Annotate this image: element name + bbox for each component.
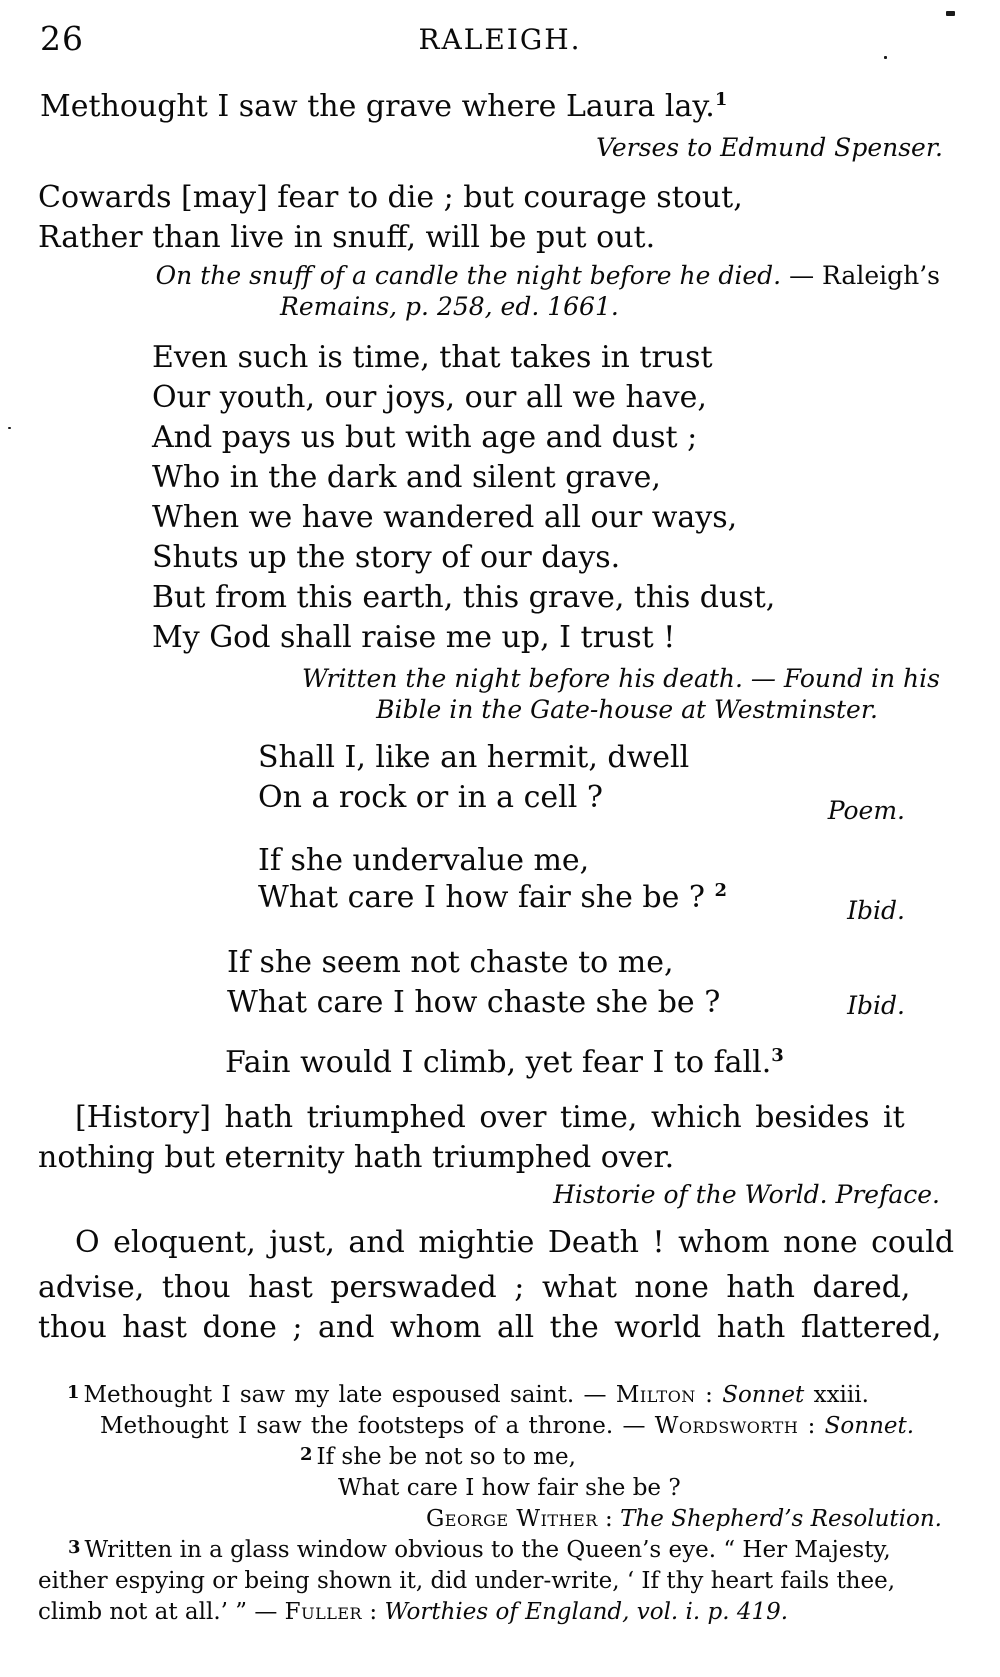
attribution: Verses to Edmund Spenser.	[596, 133, 943, 162]
scan-speck	[884, 56, 887, 59]
scan-speck	[946, 11, 955, 16]
attribution: Written the night before his death. — Found in his	[301, 664, 940, 693]
footnote-line	[426, 1506, 942, 1532]
quote-text: Fain would I climb, yet fear I to fall.	[225, 1045, 772, 1080]
quote-line	[225, 1046, 784, 1081]
footnote-work: Sonnet	[722, 1382, 805, 1408]
footnote-marker: 3	[68, 1536, 81, 1558]
attribution-author: — Raleigh’s	[781, 261, 940, 290]
footnote-marker: 1	[67, 1381, 80, 1403]
footnote-text: climb not at all.’ ” —	[38, 1599, 285, 1625]
poem-line: Our youth, our joys, our all we have,	[152, 380, 707, 415]
footnote-text: Methought I saw my late espoused saint. —	[83, 1382, 616, 1408]
footnote-work: Sonnet.	[824, 1413, 915, 1439]
scan-speck	[8, 427, 11, 429]
footnote-work: Worthies of England, vol. i. p. 419.	[384, 1599, 789, 1625]
quote-line: Cowards [may] fear to die ; but courage stout,	[38, 180, 743, 215]
footnote-author: George Wither	[425, 1506, 598, 1532]
footnote-line: What care I how fair she be ?	[338, 1475, 681, 1501]
footnote-text: :	[362, 1599, 385, 1625]
footnote-line	[68, 1537, 891, 1563]
quote-line: Shall I, like an hermit, dwell	[258, 740, 690, 775]
footnote-reference: 1	[714, 89, 728, 110]
quote-line: Rather than live in snuff, will be put out.	[38, 220, 656, 255]
footnote-text: Methought I saw the footsteps of a throne. —	[100, 1413, 655, 1439]
running-head: RALEIGH.	[418, 23, 582, 56]
poem-line: My God shall raise me up, I trust !	[152, 620, 676, 655]
quote-text: What care I how fair she be ?	[258, 880, 715, 915]
quote-line	[40, 90, 727, 125]
quote-line: What care I how chaste she be ?	[227, 985, 721, 1020]
page-number: 26	[40, 19, 84, 58]
poem-line: And pays us but with age and dust ;	[152, 420, 698, 455]
poem-line: But from this earth, this grave, this dust,	[152, 580, 776, 615]
source-label: Poem.	[827, 796, 905, 825]
footnote-marker: 2	[300, 1443, 313, 1465]
footnote-text: :	[597, 1506, 621, 1532]
poem-line: Shuts up the story of our days.	[152, 540, 621, 575]
poem-line: Who in the dark and silent grave,	[152, 460, 661, 495]
prose-line: thou hast done ; and whom all the world hath flattered,	[38, 1310, 942, 1345]
footnote-reference: 2	[714, 880, 728, 901]
footnote-line	[300, 1444, 576, 1470]
footnote-line	[67, 1382, 869, 1408]
footnote-line: either espying or being shown it, did under-write, ‘ If thy heart fails thee,	[38, 1568, 896, 1594]
source-label: Ibid.	[847, 991, 905, 1020]
footnote-line	[100, 1413, 914, 1439]
poem-line: Even such is time, that takes in trust	[152, 340, 713, 375]
footnote-text: If she be not so to me,	[316, 1444, 576, 1470]
quote-line: If she seem not chaste to me,	[227, 945, 674, 980]
attribution: Bible in the Gate-house at Westminster.	[376, 695, 878, 724]
attribution-title: On the snuff of a candle the night before he died.	[155, 261, 782, 290]
quote-line: If she undervalue me,	[258, 843, 590, 878]
attribution: Remains, p. 258, ed. 1661.	[280, 292, 619, 321]
footnote-work: The Shepherd’s Resolution.	[620, 1506, 942, 1532]
footnote-text: :	[798, 1413, 825, 1439]
footnote-reference: 3	[771, 1045, 784, 1066]
quote-line: On a rock or in a cell ?	[258, 780, 603, 815]
footnote-author: Wordsworth	[654, 1413, 799, 1439]
footnote-text: Written in a glass window obvious to the Queen’s eye. “ Her Majesty,	[84, 1537, 891, 1563]
prose-line: [History] hath triumphed over time, which besides it	[75, 1100, 905, 1135]
prose-line: nothing but eternity hath triumphed over.	[38, 1140, 675, 1175]
quote-text: Methought I saw the grave where Laura lay.	[40, 89, 715, 124]
attribution	[156, 262, 940, 291]
footnote-line	[38, 1599, 788, 1625]
footnote-author: Milton	[615, 1382, 696, 1408]
source-label: Ibid.	[847, 896, 905, 925]
footnote-author: Fuller	[284, 1599, 363, 1625]
footnote-text: xxiii.	[804, 1382, 869, 1408]
footnote-text: :	[695, 1382, 723, 1408]
attribution: Historie of the World. Preface.	[553, 1180, 940, 1209]
prose-line: advise, thou hast perswaded ; what none hath dared,	[38, 1270, 911, 1305]
prose-line: O eloquent, just, and mightie Death ! whom none could	[75, 1225, 955, 1260]
quote-line	[258, 881, 727, 916]
poem-line: When we have wandered all our ways,	[152, 500, 738, 535]
